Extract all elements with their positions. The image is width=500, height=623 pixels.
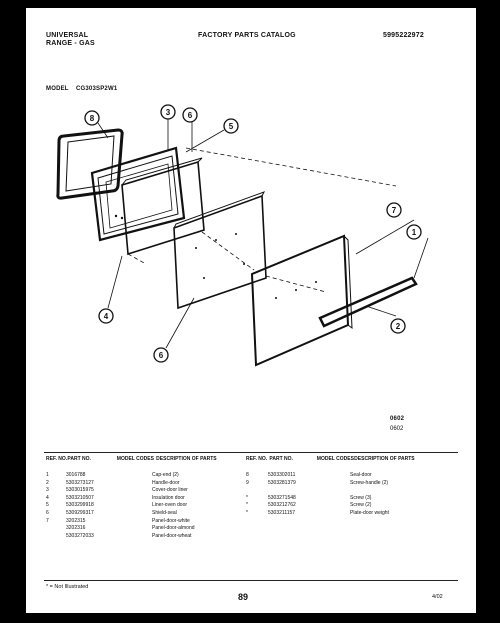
page-number: 89: [238, 592, 249, 602]
model-number: CG303SP2W1: [76, 86, 118, 92]
table-row: [46, 510, 246, 518]
table-row: [46, 533, 246, 541]
callout-7-label: 7: [391, 206, 397, 215]
oven-door-exploded-diagram: [26, 78, 476, 432]
table-row: [46, 472, 246, 480]
description-cell: Insulation door: [152, 494, 185, 501]
part-number-cell: 5303015975: [66, 487, 94, 494]
header-description: DESCRIPTION OF PARTS: [354, 456, 415, 462]
header-model: MODEL CODES: [116, 456, 154, 462]
table-row: [46, 502, 246, 510]
part-number-cell: 3016788: [66, 472, 86, 478]
table-row: [246, 472, 458, 480]
description-cell: Seal-door: [350, 472, 372, 478]
ref-cell: 7: [46, 517, 49, 524]
callout-8-label: 8: [89, 114, 95, 123]
door-outer-panel: [252, 236, 348, 365]
parts-table-right: [246, 456, 458, 518]
callout-6-top-label: 6: [187, 111, 193, 120]
description-cell: Liner-oven door: [152, 502, 188, 509]
description-cell: Panel-door-almond: [152, 525, 195, 532]
part-number-cell: 5309299317: [66, 509, 94, 516]
part-number-cell: 5303211157: [268, 509, 296, 516]
ref-cell: 8: [246, 472, 249, 478]
description-cell: Panel-door-white: [152, 517, 190, 524]
table-row: [46, 487, 246, 495]
table-row: [246, 502, 458, 510]
header-model: MODEL CODES: [316, 456, 354, 462]
description-cell: Cap-end (2): [152, 472, 179, 478]
callout-2-label: 2: [395, 322, 401, 331]
diagram-code: 0602: [390, 426, 404, 432]
ref-cell: *: [246, 494, 248, 501]
not-illustrated-note: * = Not Illustrated: [46, 584, 89, 590]
door-liner: [92, 148, 184, 240]
table-top-rule: [44, 452, 458, 453]
ref-cell: 3: [46, 487, 49, 494]
part-number-cell: 5303210507: [66, 494, 94, 501]
parts-catalog-page: [26, 8, 476, 613]
description-cell: Screw (3): [350, 494, 372, 501]
callout-3-label: 3: [165, 108, 171, 117]
catalog-title: FACTORY PARTS CATALOG: [198, 32, 296, 39]
table-row: [46, 480, 246, 488]
brand-line-2: RANGE - GAS: [46, 40, 95, 47]
header-ref: REF. NO.: [246, 456, 268, 462]
description-cell: Screw (2): [350, 502, 372, 509]
table-row: [46, 525, 246, 533]
model-label: MODEL: [46, 86, 69, 92]
ref-cell: 9: [246, 479, 249, 486]
ref-cell: 5: [46, 502, 49, 509]
callout-1-label: 1: [411, 228, 417, 237]
brand-line-1: UNIVERSAL: [46, 32, 89, 39]
table-row: [246, 495, 458, 503]
part-number-cell: 5303272033: [66, 532, 94, 539]
ref-cell: 2: [46, 479, 49, 486]
catalog-number: 5995222972: [383, 32, 424, 39]
table-bottom-rule: [44, 580, 458, 581]
description-cell: Screw-handle (2): [350, 479, 389, 486]
table-header-left: [46, 456, 246, 462]
part-number-cell: 5303302011: [268, 472, 296, 478]
description-cell: Handle-door: [152, 479, 180, 486]
door-handle: [320, 278, 416, 326]
table-row: [246, 480, 458, 488]
ref-cell: *: [246, 502, 248, 509]
table-row: [246, 487, 458, 495]
ref-cell: 4: [46, 494, 49, 501]
parts-table-left: [46, 456, 246, 540]
door-insulation: [122, 162, 204, 254]
door-seal-gasket-inner: [66, 136, 114, 191]
ref-cell: 6: [46, 509, 49, 516]
description-cell: Shield-seal: [152, 509, 177, 516]
header-part: PART NO.: [269, 456, 293, 462]
table-row: [46, 518, 246, 526]
part-number-cell: 5303281379: [268, 479, 296, 486]
description-cell: Cover-door liner: [152, 487, 188, 494]
description-cell: Panel-door-wheat: [152, 532, 192, 539]
catalog-date: 4/02: [432, 594, 443, 600]
callout-5-label: 5: [228, 122, 234, 131]
table-header-right: [246, 456, 458, 462]
part-number-cell: 3202316: [66, 525, 86, 532]
part-number-cell: 3202315: [66, 517, 86, 524]
ref-cell: 1: [46, 472, 49, 478]
description-cell: Plate-door weight: [350, 509, 389, 516]
part-number-cell: 5303212762: [268, 502, 296, 509]
header-part: PART NO.: [67, 456, 91, 462]
callout-4-label: 4: [103, 312, 109, 321]
table-row: [246, 510, 458, 518]
part-number-cell: 5303299918: [66, 502, 94, 509]
header-description: DESCRIPTION OF PARTS: [156, 456, 217, 462]
callout-6-bottom-label: 6: [158, 351, 164, 360]
diagram-code-label: 0602: [390, 416, 405, 422]
table-row: [46, 495, 246, 503]
part-number-cell: 5303273127: [66, 479, 94, 486]
ref-cell: *: [246, 509, 248, 516]
part-number-cell: 5303271548: [268, 494, 296, 501]
header-ref: REF. NO.: [46, 456, 68, 462]
